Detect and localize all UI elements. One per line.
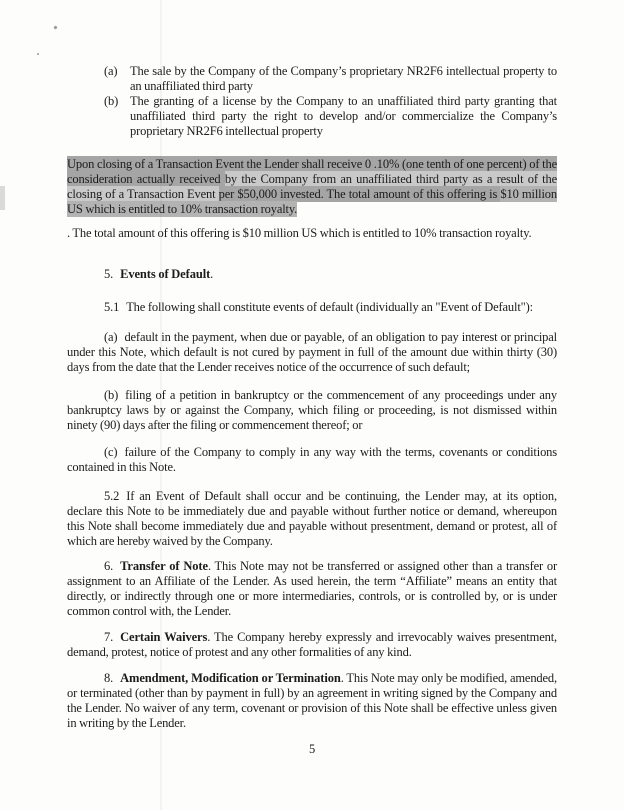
paragraph-8-amendment: 8. Amendment, Modification or Termination. This Note may only be modified, amended, or terminated (other than by payment in full) by an agreement in writing signed by the Company and the Lender. No waiver of any term, covenant or provision of this Note shall be effective unless given in writing by the Lender. xyxy=(67,671,557,730)
highlight-segment: Upon closing of a Transaction Event the Lender shall receive 0 .10% (one tenth of one percent) of the consideration actually received xyxy=(67,157,557,186)
scan-artifact-vertical-line xyxy=(160,0,162,810)
section-title: Certain Waivers xyxy=(120,630,208,644)
clause-marker: (b) xyxy=(104,388,119,402)
list-item-a xyxy=(104,64,557,94)
section-number: 7. xyxy=(104,630,114,644)
section-title: Events of Default xyxy=(120,267,211,281)
section-number: 8. xyxy=(104,671,114,685)
subclause-b: (b) filing of a petition in bankruptcy or the commencement of any proceedings under any bankruptcy laws by or against the Company, which filing or proceeding, is not dismissed within ninety (90) days after the filing or commencement thereof; or xyxy=(67,388,557,432)
paragraph-7-certain-waivers: 7. Certain Waivers. The Company hereby expressly and irrevocably waives presentment, demand, protest, notice of protest and any other formalities of any kind. xyxy=(67,630,557,659)
section-title: Transfer of Note xyxy=(120,559,208,573)
clause-marker: (c) xyxy=(104,445,118,459)
list-item-b xyxy=(104,94,557,139)
stray-sentence: . The total amount of this offering is $10 million US which is entitled to 10% transaction royalty. xyxy=(67,226,532,240)
paragraph-5-1: 5.1 The following shall constitute events of default (individually an "Event of Default"): xyxy=(104,300,533,314)
scan-speck xyxy=(37,53,39,55)
paragraph-5-2: 5.2 If an Event of Default shall occur and be continuing, the Lender may, at its option, declare this Note to be immediately due and payable without further notice or demand, whereupon this Note shall become immediately due and payable without presentment, demand or protest, all of which are hereby waived by the Company. xyxy=(67,489,557,548)
scan-edge-smudge xyxy=(0,186,5,210)
subclause-a: (a) default in the payment, when due or payable, of an obligation to pay interest or principal under this Note, which default is not cured by payment in full of the amount due within thirty (30) days from the date that the Lender receives notice of the occurrence of such default; xyxy=(67,330,557,374)
list-item-text: The granting of a license by the Company to an unaffiliated third party granting that unaffiliated third party the right to develop and/or commercialize the Company’s proprietary NR2F6 intellectual property xyxy=(130,94,557,138)
section-title: Amendment, Modification or Termination xyxy=(120,671,341,685)
subclause-c: (c) failure of the Company to comply in any way with the terms, covenants or conditions contained in this Note. xyxy=(67,445,557,474)
highlight-segment: per $50,000 invested. The total amount of this offering is xyxy=(218,187,501,201)
list-marker: (a) xyxy=(104,64,118,78)
clause-marker: (a) xyxy=(104,330,118,344)
paragraph-6-transfer-of-note: 6. Transfer of Note. This Note may not be transferred or assigned other than a transfer or assignment to an Affiliate of the Lender. As used herein, the term “Affiliate” means an entity that directly, or indirectly through one or more intermediaries, controls, or is controlled by, or is under common control with, the Lender. xyxy=(67,559,557,618)
clause-number: 5.2 xyxy=(104,489,120,503)
highlighted-paragraph xyxy=(67,157,557,217)
highlight-segment: by the Company from an unaffiliated third party as a result of the closing of a Transaction Event xyxy=(67,172,557,201)
highlight-segment: $10 million US which is entitled to 10% transaction royalty. xyxy=(67,187,557,216)
list-item-text: The sale by the Company of the Company’s proprietary NR2F6 intellectual property to an unaffiliated third party xyxy=(130,64,557,93)
section-number: 6. xyxy=(104,559,114,573)
page-number: 5 xyxy=(308,742,316,756)
clause-number: 5.1 xyxy=(104,300,120,314)
transaction-event-list xyxy=(104,64,557,139)
list-marker: (b) xyxy=(104,94,119,108)
section-number: 5. xyxy=(104,267,114,281)
paragraph-section-5-heading: 5. Events of Default. xyxy=(104,267,214,281)
